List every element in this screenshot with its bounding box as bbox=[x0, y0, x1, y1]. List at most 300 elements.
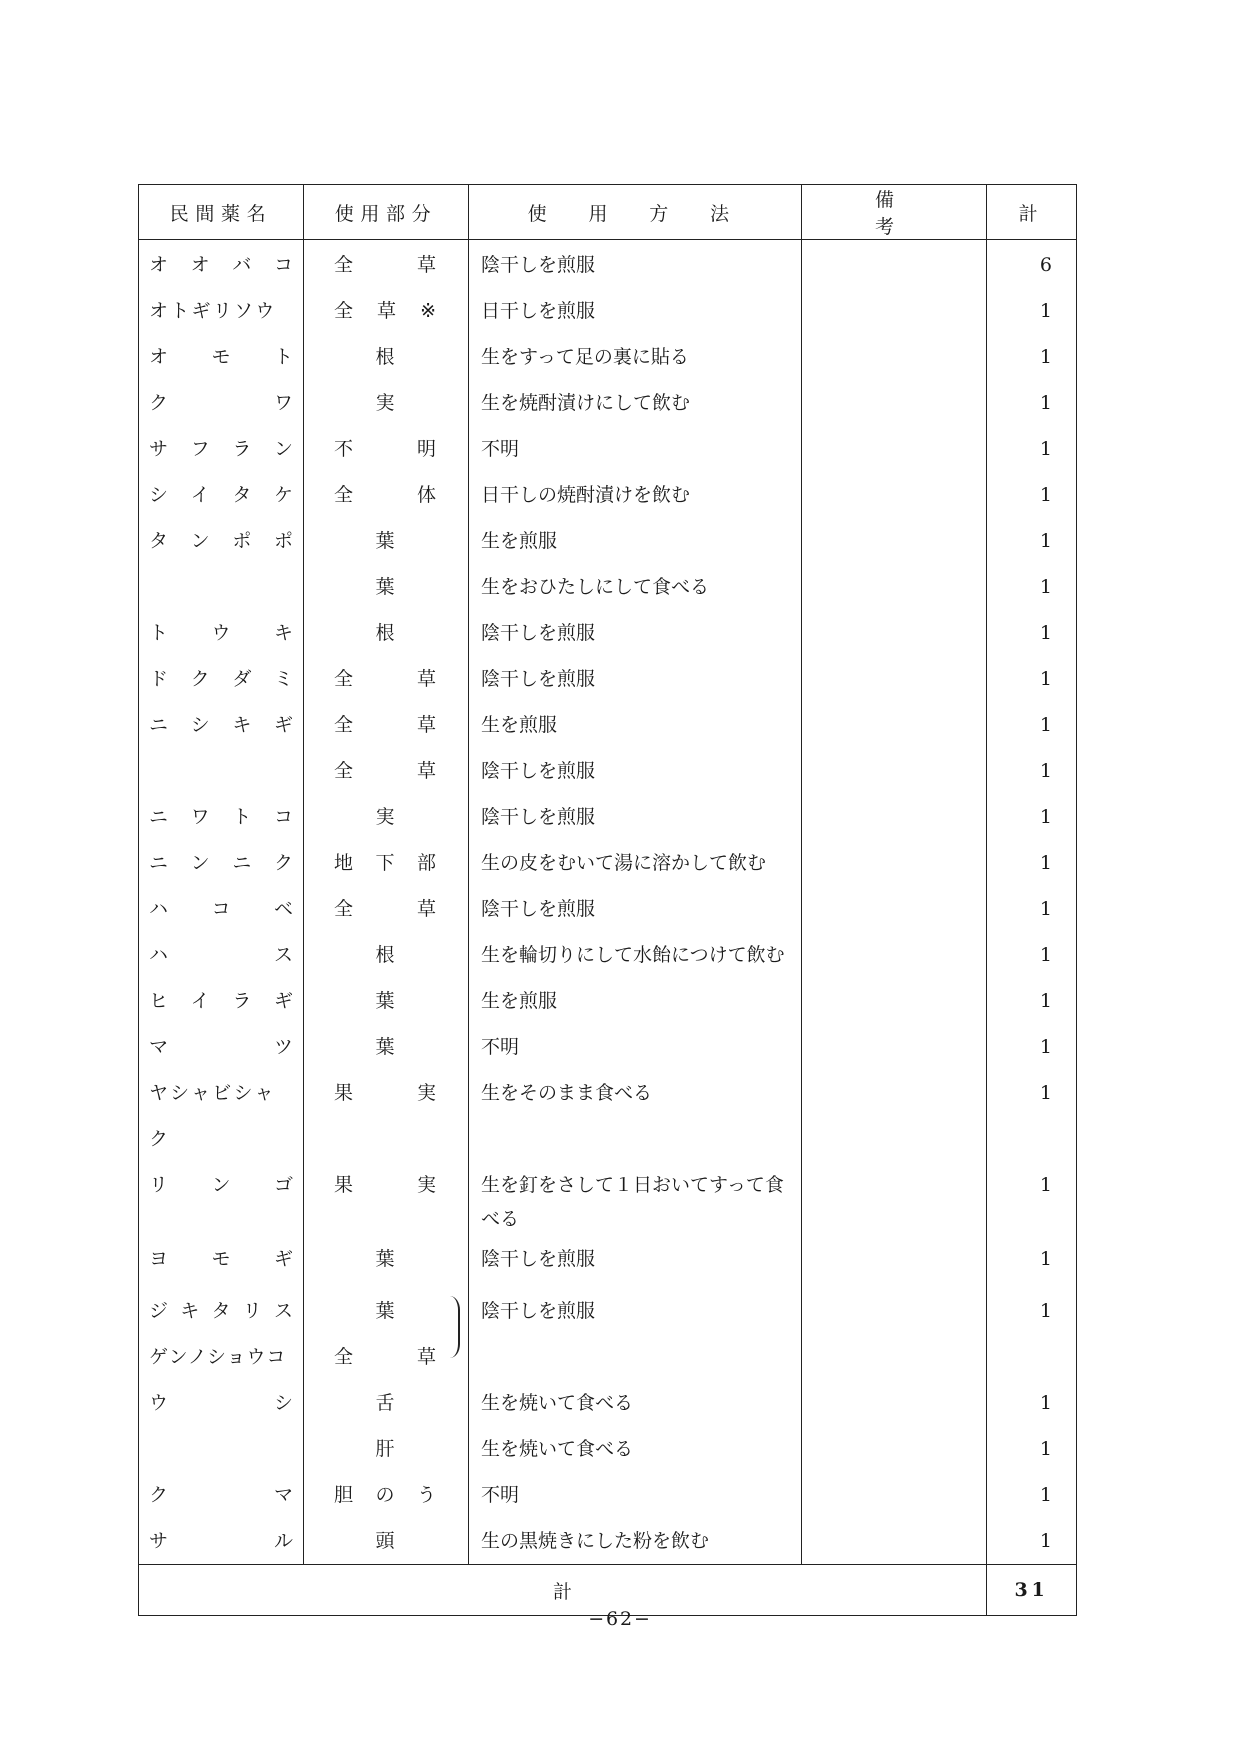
glyph: リ bbox=[242, 1300, 262, 1322]
part-wrap bbox=[334, 1070, 436, 1116]
cell-name bbox=[139, 1282, 304, 1380]
cell-part bbox=[304, 1518, 469, 1565]
cell-method: 陰干しを煎服 bbox=[469, 794, 802, 840]
glyph: タ bbox=[211, 1300, 231, 1322]
cell-count: 1 bbox=[987, 1162, 1077, 1236]
medicine-name bbox=[149, 1518, 293, 1564]
part-text: 根 bbox=[375, 944, 395, 966]
glyph: リ bbox=[149, 1174, 169, 1196]
cell-count: 1 bbox=[987, 1282, 1077, 1380]
cell-remarks bbox=[802, 1426, 987, 1472]
cell-remarks bbox=[802, 334, 987, 380]
glyph: ワ bbox=[273, 392, 293, 414]
cell-remarks bbox=[802, 240, 987, 289]
part-wrap bbox=[334, 794, 436, 840]
glyph: ス bbox=[273, 1300, 293, 1322]
cell-part bbox=[304, 1472, 469, 1518]
cell-remarks bbox=[802, 564, 987, 610]
cell-name bbox=[139, 794, 304, 840]
glyph: 草 bbox=[416, 1346, 436, 1368]
glyph: の bbox=[375, 1484, 395, 1506]
table-row bbox=[139, 702, 1077, 748]
glyph: オ bbox=[149, 346, 169, 368]
cell-part bbox=[304, 1282, 469, 1380]
cell-count: 6 bbox=[987, 240, 1077, 289]
cell-count: 1 bbox=[987, 518, 1077, 564]
cell-method: 陰干しを煎服 bbox=[469, 1282, 802, 1380]
cell-method: 生を煎服 bbox=[469, 978, 802, 1024]
cell-part bbox=[304, 1236, 469, 1282]
glyph: 明 bbox=[416, 438, 436, 460]
cell-part bbox=[304, 656, 469, 702]
cell-count: 1 bbox=[987, 472, 1077, 518]
part-wrap bbox=[334, 610, 436, 656]
cell-part bbox=[304, 1162, 469, 1236]
cell-remarks bbox=[802, 1070, 987, 1162]
table-row bbox=[139, 1426, 1077, 1472]
table-row bbox=[139, 656, 1077, 702]
part-wrap bbox=[334, 242, 436, 288]
table-row bbox=[139, 1024, 1077, 1070]
header-remarks: 備考 bbox=[802, 185, 987, 240]
cell-name bbox=[139, 748, 304, 794]
medicine-name bbox=[149, 334, 293, 380]
part-text bbox=[334, 702, 436, 748]
part-text bbox=[334, 840, 436, 886]
part-wrap bbox=[334, 840, 436, 886]
glyph: マ bbox=[149, 1036, 169, 1058]
cell-remarks bbox=[802, 794, 987, 840]
glyph: ハ bbox=[149, 944, 169, 966]
medicine-name: ヤシャビシャク bbox=[149, 1082, 276, 1150]
glyph: シ bbox=[273, 1392, 293, 1414]
table-row bbox=[139, 380, 1077, 426]
part-text bbox=[334, 472, 436, 518]
part-text: 実 bbox=[375, 806, 395, 828]
cell-part bbox=[304, 288, 469, 334]
cell-part bbox=[304, 380, 469, 426]
glyph: ク bbox=[149, 392, 169, 414]
glyph: ※ bbox=[420, 300, 436, 322]
glyph: マ bbox=[273, 1484, 293, 1506]
part-text bbox=[334, 1472, 436, 1518]
glyph: ク bbox=[273, 852, 293, 874]
cell-part bbox=[304, 702, 469, 748]
medicine-name bbox=[149, 1472, 293, 1518]
part-text bbox=[334, 426, 436, 472]
cell-name bbox=[139, 1162, 304, 1236]
cell-count: 1 bbox=[987, 1070, 1077, 1162]
medicine-name bbox=[149, 1024, 293, 1070]
folk-medicine-table bbox=[138, 184, 1077, 1616]
glyph: 草 bbox=[377, 300, 397, 322]
cell-part bbox=[304, 472, 469, 518]
cell-part bbox=[304, 886, 469, 932]
cell-part bbox=[304, 518, 469, 564]
glyph: 全 bbox=[334, 1346, 354, 1368]
cell-part bbox=[304, 1070, 469, 1162]
medicine-name bbox=[149, 518, 293, 564]
cell-remarks bbox=[802, 380, 987, 426]
cell-count: 1 bbox=[987, 886, 1077, 932]
medicine-name bbox=[149, 1236, 293, 1282]
glyph: 全 bbox=[334, 668, 354, 690]
part-text: 実 bbox=[375, 392, 395, 414]
glyph: 全 bbox=[334, 484, 354, 506]
cell-part bbox=[304, 426, 469, 472]
cell-name bbox=[139, 1070, 304, 1162]
glyph: キ bbox=[273, 622, 293, 644]
cell-count: 1 bbox=[987, 1518, 1077, 1565]
cell-method: 陰干しを煎服 bbox=[469, 886, 802, 932]
glyph: 体 bbox=[416, 484, 436, 506]
cell-count: 1 bbox=[987, 794, 1077, 840]
table-row bbox=[139, 1236, 1077, 1282]
table-row bbox=[139, 886, 1077, 932]
glyph: ゴ bbox=[273, 1174, 293, 1196]
medicine-name bbox=[149, 380, 293, 426]
part-text: 肝 bbox=[375, 1438, 395, 1460]
header-name: 民間薬名 bbox=[139, 185, 304, 240]
part-wrap bbox=[334, 380, 436, 426]
glyph: ワ bbox=[190, 806, 210, 828]
glyph: イ bbox=[190, 990, 210, 1012]
glyph: ポ bbox=[273, 530, 293, 552]
cell-part bbox=[304, 334, 469, 380]
part-text: 葉 bbox=[375, 530, 395, 552]
glyph: ツ bbox=[273, 1036, 293, 1058]
table-row bbox=[139, 794, 1077, 840]
cell-name bbox=[139, 288, 304, 334]
table-row bbox=[139, 1282, 1077, 1380]
cell-remarks bbox=[802, 886, 987, 932]
part-text bbox=[334, 656, 436, 702]
cell-count: 1 bbox=[987, 1426, 1077, 1472]
medicine-name bbox=[149, 1162, 293, 1208]
cell-method: 日干しの焼酎漬けを飲む bbox=[469, 472, 802, 518]
brace-mark bbox=[446, 1296, 460, 1358]
medicine-name bbox=[149, 1380, 293, 1426]
medicine-name bbox=[149, 242, 293, 288]
cell-count: 1 bbox=[987, 334, 1077, 380]
cell-remarks bbox=[802, 932, 987, 978]
glyph: イ bbox=[190, 484, 210, 506]
glyph: 草 bbox=[416, 760, 436, 782]
part-wrap bbox=[334, 748, 436, 794]
glyph: 全 bbox=[334, 714, 354, 736]
glyph: ギ bbox=[273, 990, 293, 1012]
cell-remarks bbox=[802, 702, 987, 748]
glyph: サ bbox=[149, 1530, 169, 1552]
cell-method: 生を煎服 bbox=[469, 518, 802, 564]
glyph: 全 bbox=[334, 760, 354, 782]
medicine-name bbox=[149, 702, 293, 748]
cell-method: 生の黒焼きにした粉を飲む bbox=[469, 1518, 802, 1565]
glyph: ニ bbox=[149, 806, 169, 828]
glyph: ル bbox=[273, 1530, 293, 1552]
glyph: 実 bbox=[416, 1174, 436, 1196]
glyph: モ bbox=[211, 1248, 231, 1270]
cell-part bbox=[304, 932, 469, 978]
table-row bbox=[139, 840, 1077, 886]
part-wrap bbox=[334, 1236, 436, 1282]
part-wrap bbox=[334, 472, 436, 518]
glyph: ジ bbox=[149, 1300, 169, 1322]
cell-method: 生をおひたしにして食べる bbox=[469, 564, 802, 610]
glyph: 地 bbox=[334, 852, 354, 874]
glyph: オ bbox=[149, 254, 169, 276]
glyph: ポ bbox=[232, 530, 252, 552]
header-row bbox=[139, 185, 1077, 240]
medicine-name bbox=[149, 932, 293, 978]
cell-name bbox=[139, 1380, 304, 1426]
medicine-name bbox=[149, 610, 293, 656]
cell-method: 不明 bbox=[469, 1472, 802, 1518]
cell-count: 1 bbox=[987, 932, 1077, 978]
glyph: 果 bbox=[334, 1174, 354, 1196]
part-text: 葉 bbox=[375, 990, 395, 1012]
cell-name bbox=[139, 656, 304, 702]
glyph: サ bbox=[149, 438, 169, 460]
cell-method: 生を焼いて食べる bbox=[469, 1426, 802, 1472]
part-wrap bbox=[334, 702, 436, 748]
cell-method: 陰干しを煎服 bbox=[469, 748, 802, 794]
cell-remarks bbox=[802, 656, 987, 702]
cell-method: 生をそのまま食べる bbox=[469, 1070, 802, 1162]
part-text bbox=[334, 288, 436, 334]
cell-remarks bbox=[802, 1282, 987, 1380]
glyph: ギ bbox=[273, 714, 293, 736]
glyph: ト bbox=[232, 806, 252, 828]
glyph: コ bbox=[273, 806, 293, 828]
cell-count: 1 bbox=[987, 1024, 1077, 1070]
cell-method: 日干しを煎服 bbox=[469, 288, 802, 334]
glyph: ニ bbox=[149, 714, 169, 736]
medicine-name bbox=[149, 978, 293, 1024]
part-wrap bbox=[334, 978, 436, 1024]
cell-remarks bbox=[802, 1472, 987, 1518]
table-row bbox=[139, 610, 1077, 656]
header-method: 使用方法 bbox=[469, 185, 802, 240]
cell-count: 1 bbox=[987, 288, 1077, 334]
cell-count: 1 bbox=[987, 656, 1077, 702]
cell-part bbox=[304, 840, 469, 886]
part-text bbox=[334, 1334, 436, 1380]
cell-name bbox=[139, 1426, 304, 1472]
glyph: 部 bbox=[416, 852, 436, 874]
glyph: ク bbox=[190, 668, 210, 690]
cell-method: 生を釘をさして１日おいてすって食べる bbox=[469, 1162, 802, 1236]
part-text bbox=[334, 242, 436, 288]
cell-remarks bbox=[802, 1162, 987, 1236]
cell-part bbox=[304, 794, 469, 840]
glyph: ニ bbox=[149, 852, 169, 874]
glyph: シ bbox=[190, 714, 210, 736]
cell-name bbox=[139, 978, 304, 1024]
cell-name bbox=[139, 932, 304, 978]
table-row bbox=[139, 978, 1077, 1024]
cell-count: 1 bbox=[987, 1236, 1077, 1282]
cell-remarks bbox=[802, 840, 987, 886]
glyph: タ bbox=[149, 530, 169, 552]
part-text bbox=[334, 748, 436, 794]
glyph: ン bbox=[190, 852, 210, 874]
table-row bbox=[139, 1070, 1077, 1162]
part-wrap bbox=[334, 656, 436, 702]
table-row bbox=[139, 748, 1077, 794]
table-body bbox=[139, 240, 1077, 1565]
cell-method: 不明 bbox=[469, 426, 802, 472]
medicine-name bbox=[149, 656, 293, 702]
page-number: −62− bbox=[588, 1608, 652, 1630]
medicine-name bbox=[149, 1288, 293, 1334]
glyph: 実 bbox=[416, 1082, 436, 1104]
glyph: ラ bbox=[232, 438, 252, 460]
cell-method: 生を焼酎漬けにして飲む bbox=[469, 380, 802, 426]
cell-part bbox=[304, 1426, 469, 1472]
cell-remarks bbox=[802, 472, 987, 518]
cell-count: 1 bbox=[987, 426, 1077, 472]
cell-name bbox=[139, 840, 304, 886]
cell-method: 陰干しを煎服 bbox=[469, 656, 802, 702]
glyph: ギ bbox=[273, 1248, 293, 1270]
cell-name bbox=[139, 426, 304, 472]
cell-part bbox=[304, 978, 469, 1024]
glyph: キ bbox=[232, 714, 252, 736]
glyph: ミ bbox=[273, 668, 293, 690]
header-count: 計 bbox=[987, 185, 1077, 240]
part-wrap bbox=[334, 1162, 436, 1208]
glyph: ヒ bbox=[149, 990, 169, 1012]
cell-remarks bbox=[802, 978, 987, 1024]
glyph: タ bbox=[232, 484, 252, 506]
cell-count: 1 bbox=[987, 380, 1077, 426]
table-row bbox=[139, 426, 1077, 472]
header-part: 使用部分 bbox=[304, 185, 469, 240]
part-text bbox=[334, 886, 436, 932]
part-wrap bbox=[334, 1518, 436, 1564]
cell-part bbox=[304, 240, 469, 289]
part-wrap bbox=[334, 1024, 436, 1070]
cell-count: 1 bbox=[987, 1472, 1077, 1518]
cell-method: 陰干しを煎服 bbox=[469, 240, 802, 289]
medicine-name bbox=[149, 472, 293, 518]
part-text: 葉 bbox=[375, 1248, 395, 1270]
cell-name bbox=[139, 702, 304, 748]
medicine-name: オトギリソウ bbox=[149, 300, 277, 322]
glyph: フ bbox=[190, 438, 210, 460]
cell-count: 1 bbox=[987, 610, 1077, 656]
glyph: ン bbox=[211, 1174, 231, 1196]
glyph: 下 bbox=[375, 852, 395, 874]
cell-name bbox=[139, 1518, 304, 1565]
glyph: 全 bbox=[334, 898, 354, 920]
glyph: ヨ bbox=[149, 1248, 169, 1270]
cell-name bbox=[139, 886, 304, 932]
glyph: ウ bbox=[211, 622, 231, 644]
glyph: ベ bbox=[273, 898, 293, 920]
glyph: 草 bbox=[416, 668, 436, 690]
table-row bbox=[139, 472, 1077, 518]
table-row bbox=[139, 564, 1077, 610]
cell-part bbox=[304, 1380, 469, 1426]
part-text: 葉 bbox=[375, 1300, 395, 1322]
cell-remarks bbox=[802, 748, 987, 794]
medicine-name: ゲンノショウコ bbox=[149, 1346, 287, 1368]
cell-remarks bbox=[802, 518, 987, 564]
glyph: 果 bbox=[334, 1082, 354, 1104]
medicine-name bbox=[149, 426, 293, 472]
part-wrap bbox=[334, 1380, 436, 1426]
total-value: 31 bbox=[987, 1565, 1077, 1616]
part-wrap bbox=[334, 564, 436, 610]
part-wrap bbox=[334, 426, 436, 472]
cell-count: 1 bbox=[987, 840, 1077, 886]
cell-remarks bbox=[802, 1236, 987, 1282]
cell-remarks bbox=[802, 1024, 987, 1070]
cell-remarks bbox=[802, 288, 987, 334]
table-row bbox=[139, 932, 1077, 978]
glyph: ン bbox=[190, 530, 210, 552]
part-text: 葉 bbox=[375, 1036, 395, 1058]
glyph: ニ bbox=[232, 852, 252, 874]
part-text: 舌 bbox=[375, 1392, 395, 1414]
cell-name bbox=[139, 1024, 304, 1070]
part-wrap bbox=[334, 1472, 436, 1518]
glyph: ケ bbox=[273, 484, 293, 506]
part-wrap bbox=[334, 1288, 436, 1380]
cell-method: 生をすって足の裏に貼る bbox=[469, 334, 802, 380]
cell-remarks bbox=[802, 1518, 987, 1565]
cell-method: 生を輪切りにして水飴につけて飲む bbox=[469, 932, 802, 978]
part-wrap bbox=[334, 932, 436, 978]
glyph: ウ bbox=[149, 1392, 169, 1414]
part-wrap bbox=[334, 334, 436, 380]
part-text: 根 bbox=[375, 346, 395, 368]
cell-name bbox=[139, 1236, 304, 1282]
glyph: ダ bbox=[232, 668, 252, 690]
cell-name bbox=[139, 240, 304, 289]
glyph: 草 bbox=[416, 254, 436, 276]
glyph: 草 bbox=[416, 898, 436, 920]
glyph: ト bbox=[273, 346, 293, 368]
table-row bbox=[139, 1380, 1077, 1426]
cell-name bbox=[139, 1472, 304, 1518]
table-row bbox=[139, 240, 1077, 289]
cell-part bbox=[304, 1024, 469, 1070]
glyph: ク bbox=[149, 1484, 169, 1506]
cell-part bbox=[304, 748, 469, 794]
part-wrap bbox=[334, 288, 436, 334]
medicine-name bbox=[149, 794, 293, 840]
cell-part bbox=[304, 610, 469, 656]
glyph: バ bbox=[232, 254, 252, 276]
part-text: 根 bbox=[375, 622, 395, 644]
cell-method: 生を焼いて食べる bbox=[469, 1380, 802, 1426]
table-row bbox=[139, 1518, 1077, 1565]
part-text: 葉 bbox=[375, 576, 395, 598]
table-row bbox=[139, 1162, 1077, 1236]
glyph: ド bbox=[149, 668, 169, 690]
cell-method: 生を煎服 bbox=[469, 702, 802, 748]
cell-count: 1 bbox=[987, 702, 1077, 748]
cell-count: 1 bbox=[987, 748, 1077, 794]
glyph: シ bbox=[149, 484, 169, 506]
part-text bbox=[334, 1162, 436, 1208]
cell-remarks bbox=[802, 426, 987, 472]
cell-count: 1 bbox=[987, 564, 1077, 610]
cell-method: 陰干しを煎服 bbox=[469, 610, 802, 656]
